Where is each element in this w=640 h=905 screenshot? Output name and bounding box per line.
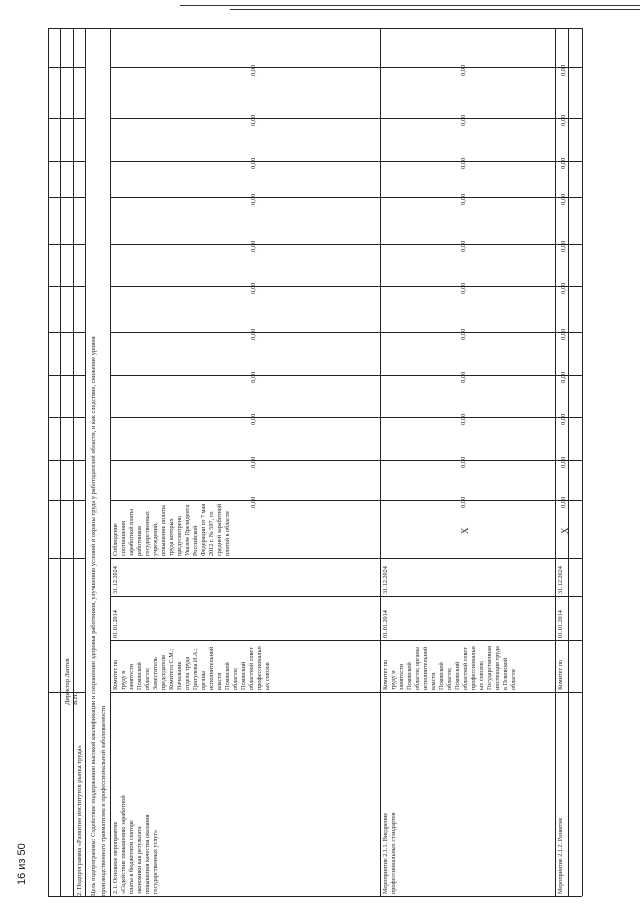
row-border-6: [555, 28, 556, 896]
executor: Комитет по: [557, 659, 564, 690]
header-col-border-9: [48, 417, 85, 418]
row-border-3: [85, 28, 86, 896]
goal-line-1: Цель подпрограммы: Содействие поддержанию высокой квалификации и сохранению здоровья работников, улучшению условий и охраны труда у работодателей области, и как следствие, снижение уровня: [90, 336, 97, 896]
expected-result: Соблюдение соотношения заработной платы работников государственных учреждений, повышение оплаты труда которых предусмотрено Указом Президента Российской Федерации от 7 мая 2012 г. № 597, со средней заработной платой в области: [112, 503, 231, 556]
col-border-7: [110, 332, 582, 333]
col-border-12: [110, 558, 582, 559]
measure-name: Мероприятие 2.1.1. Внедрение профессиональных стандартов: [382, 812, 397, 894]
start-date: 01.01.2014: [112, 610, 119, 638]
end-date: 31.12.2024: [112, 566, 119, 594]
goal-line-2: производственного травматизма и профессиональной заболеваемости: [100, 705, 107, 896]
row-border-4: [110, 28, 111, 896]
col-border-15: [110, 692, 582, 693]
header-col-border-2: [48, 118, 85, 119]
budget-value: 0,00: [560, 282, 567, 294]
executor: Комитет по труду в занятости Псковской области; Заместитель председателя Комитета С.М.; Начальник отдела труда Григулева И.А.; органы исполнительной власти Псковской области; Псковский областной совет профессиональн ых союзов: [112, 646, 271, 690]
header-col-border-8: [48, 375, 85, 376]
col-border-9: [110, 417, 582, 418]
row-border-8: [582, 28, 583, 896]
director-cell: Директор Лаптев В.Н.: [64, 658, 79, 705]
col-border-6: [110, 286, 582, 287]
header-col-border-0: [48, 28, 85, 29]
budget-value: 0,00: [250, 413, 257, 425]
budget-value: 0,00: [560, 413, 567, 425]
header-col-border-1: [48, 67, 85, 68]
budget-value: 0,00: [560, 496, 567, 508]
top-edge-line: [180, 5, 640, 6]
budget-value: 0,00: [460, 193, 467, 205]
budget-value: 0,00: [250, 496, 257, 508]
row-border-7: [568, 28, 569, 896]
measure-name: 2.1. Основное мероприятие «Содействие повышению заработной платы в бюджетном секторе экономики как результата повышения качества оказания государственных услуг»: [112, 795, 159, 894]
budget-value: 0,00: [250, 114, 257, 126]
result-mark: X: [560, 527, 570, 534]
row-border-2: [73, 28, 74, 896]
header-col-border-7: [48, 332, 85, 333]
header-col-border-4: [48, 197, 85, 198]
header-col-border-3: [48, 161, 85, 162]
budget-value: 0,00: [250, 157, 257, 169]
col-border-13: [110, 596, 582, 597]
budget-value: 0,00: [560, 64, 567, 76]
top-edge-line-short: [230, 9, 640, 10]
subprogram-title: 2. Подпрограмма «Развитие институтов рынка труда»: [76, 745, 83, 896]
budget-value: 0,00: [250, 328, 257, 340]
page-number: 16 из 50: [16, 843, 28, 885]
end-date: 31.12.2024: [557, 566, 564, 594]
budget-value: 0,00: [250, 240, 257, 252]
budget-value: 0,00: [250, 371, 257, 383]
budget-value: 0,00: [460, 282, 467, 294]
col-border-16: [48, 896, 582, 897]
col-border-1: [110, 67, 582, 68]
budget-value: 0,00: [460, 413, 467, 425]
col-border-4: [110, 197, 582, 198]
budget-value: 0,00: [250, 193, 257, 205]
start-date: 01.01.2014: [557, 610, 564, 638]
header-col-border-10: [48, 460, 85, 461]
budget-value: 0,00: [560, 193, 567, 205]
row-border-1: [60, 28, 61, 896]
bottom-border-header: [48, 896, 110, 897]
budget-value: 0,00: [250, 282, 257, 294]
budget-value: 0,00: [460, 496, 467, 508]
header-col-border-12: [48, 558, 85, 559]
budget-value: 0,00: [560, 114, 567, 126]
row-border-0: [48, 28, 49, 896]
col-border-10: [110, 460, 582, 461]
budget-value: 0,00: [460, 456, 467, 468]
budget-value: 0,00: [460, 114, 467, 126]
budget-value: 0,00: [560, 456, 567, 468]
row-border-5: [380, 28, 381, 896]
budget-value: 0,00: [460, 64, 467, 76]
col-border-5: [110, 244, 582, 245]
end-date: 31.12.2024: [382, 566, 389, 594]
budget-value: 0,00: [460, 328, 467, 340]
budget-value: 0,00: [560, 157, 567, 169]
start-date: 01.01.2014: [382, 610, 389, 638]
result-mark: X: [460, 527, 470, 534]
col-border-14: [110, 640, 582, 641]
executor: Комитет по труду и занятости Псковской области; органы исполнительной власти Псковской области; Псковский областной совет профессиональн ых союзов; Государственная инспекция труда в Псковской области: [382, 646, 517, 690]
measure-name: Мероприятие 2.1.2. Развитие: [557, 817, 564, 894]
budget-value: 0,00: [250, 64, 257, 76]
header-col-border-5: [48, 244, 85, 245]
header-col-border-11: [48, 500, 85, 501]
budget-value: 0,00: [560, 240, 567, 252]
budget-value: 0,00: [560, 371, 567, 383]
budget-value: 0,00: [250, 456, 257, 468]
header-col-border-6: [48, 286, 85, 287]
budget-value: 0,00: [560, 328, 567, 340]
col-border-0: [48, 28, 582, 29]
budget-value: 0,00: [460, 371, 467, 383]
col-border-2: [110, 118, 582, 119]
budget-value: 0,00: [460, 240, 467, 252]
budget-value: 0,00: [460, 157, 467, 169]
col-border-3: [110, 161, 582, 162]
col-border-11: [110, 500, 582, 501]
col-border-8: [110, 375, 582, 376]
